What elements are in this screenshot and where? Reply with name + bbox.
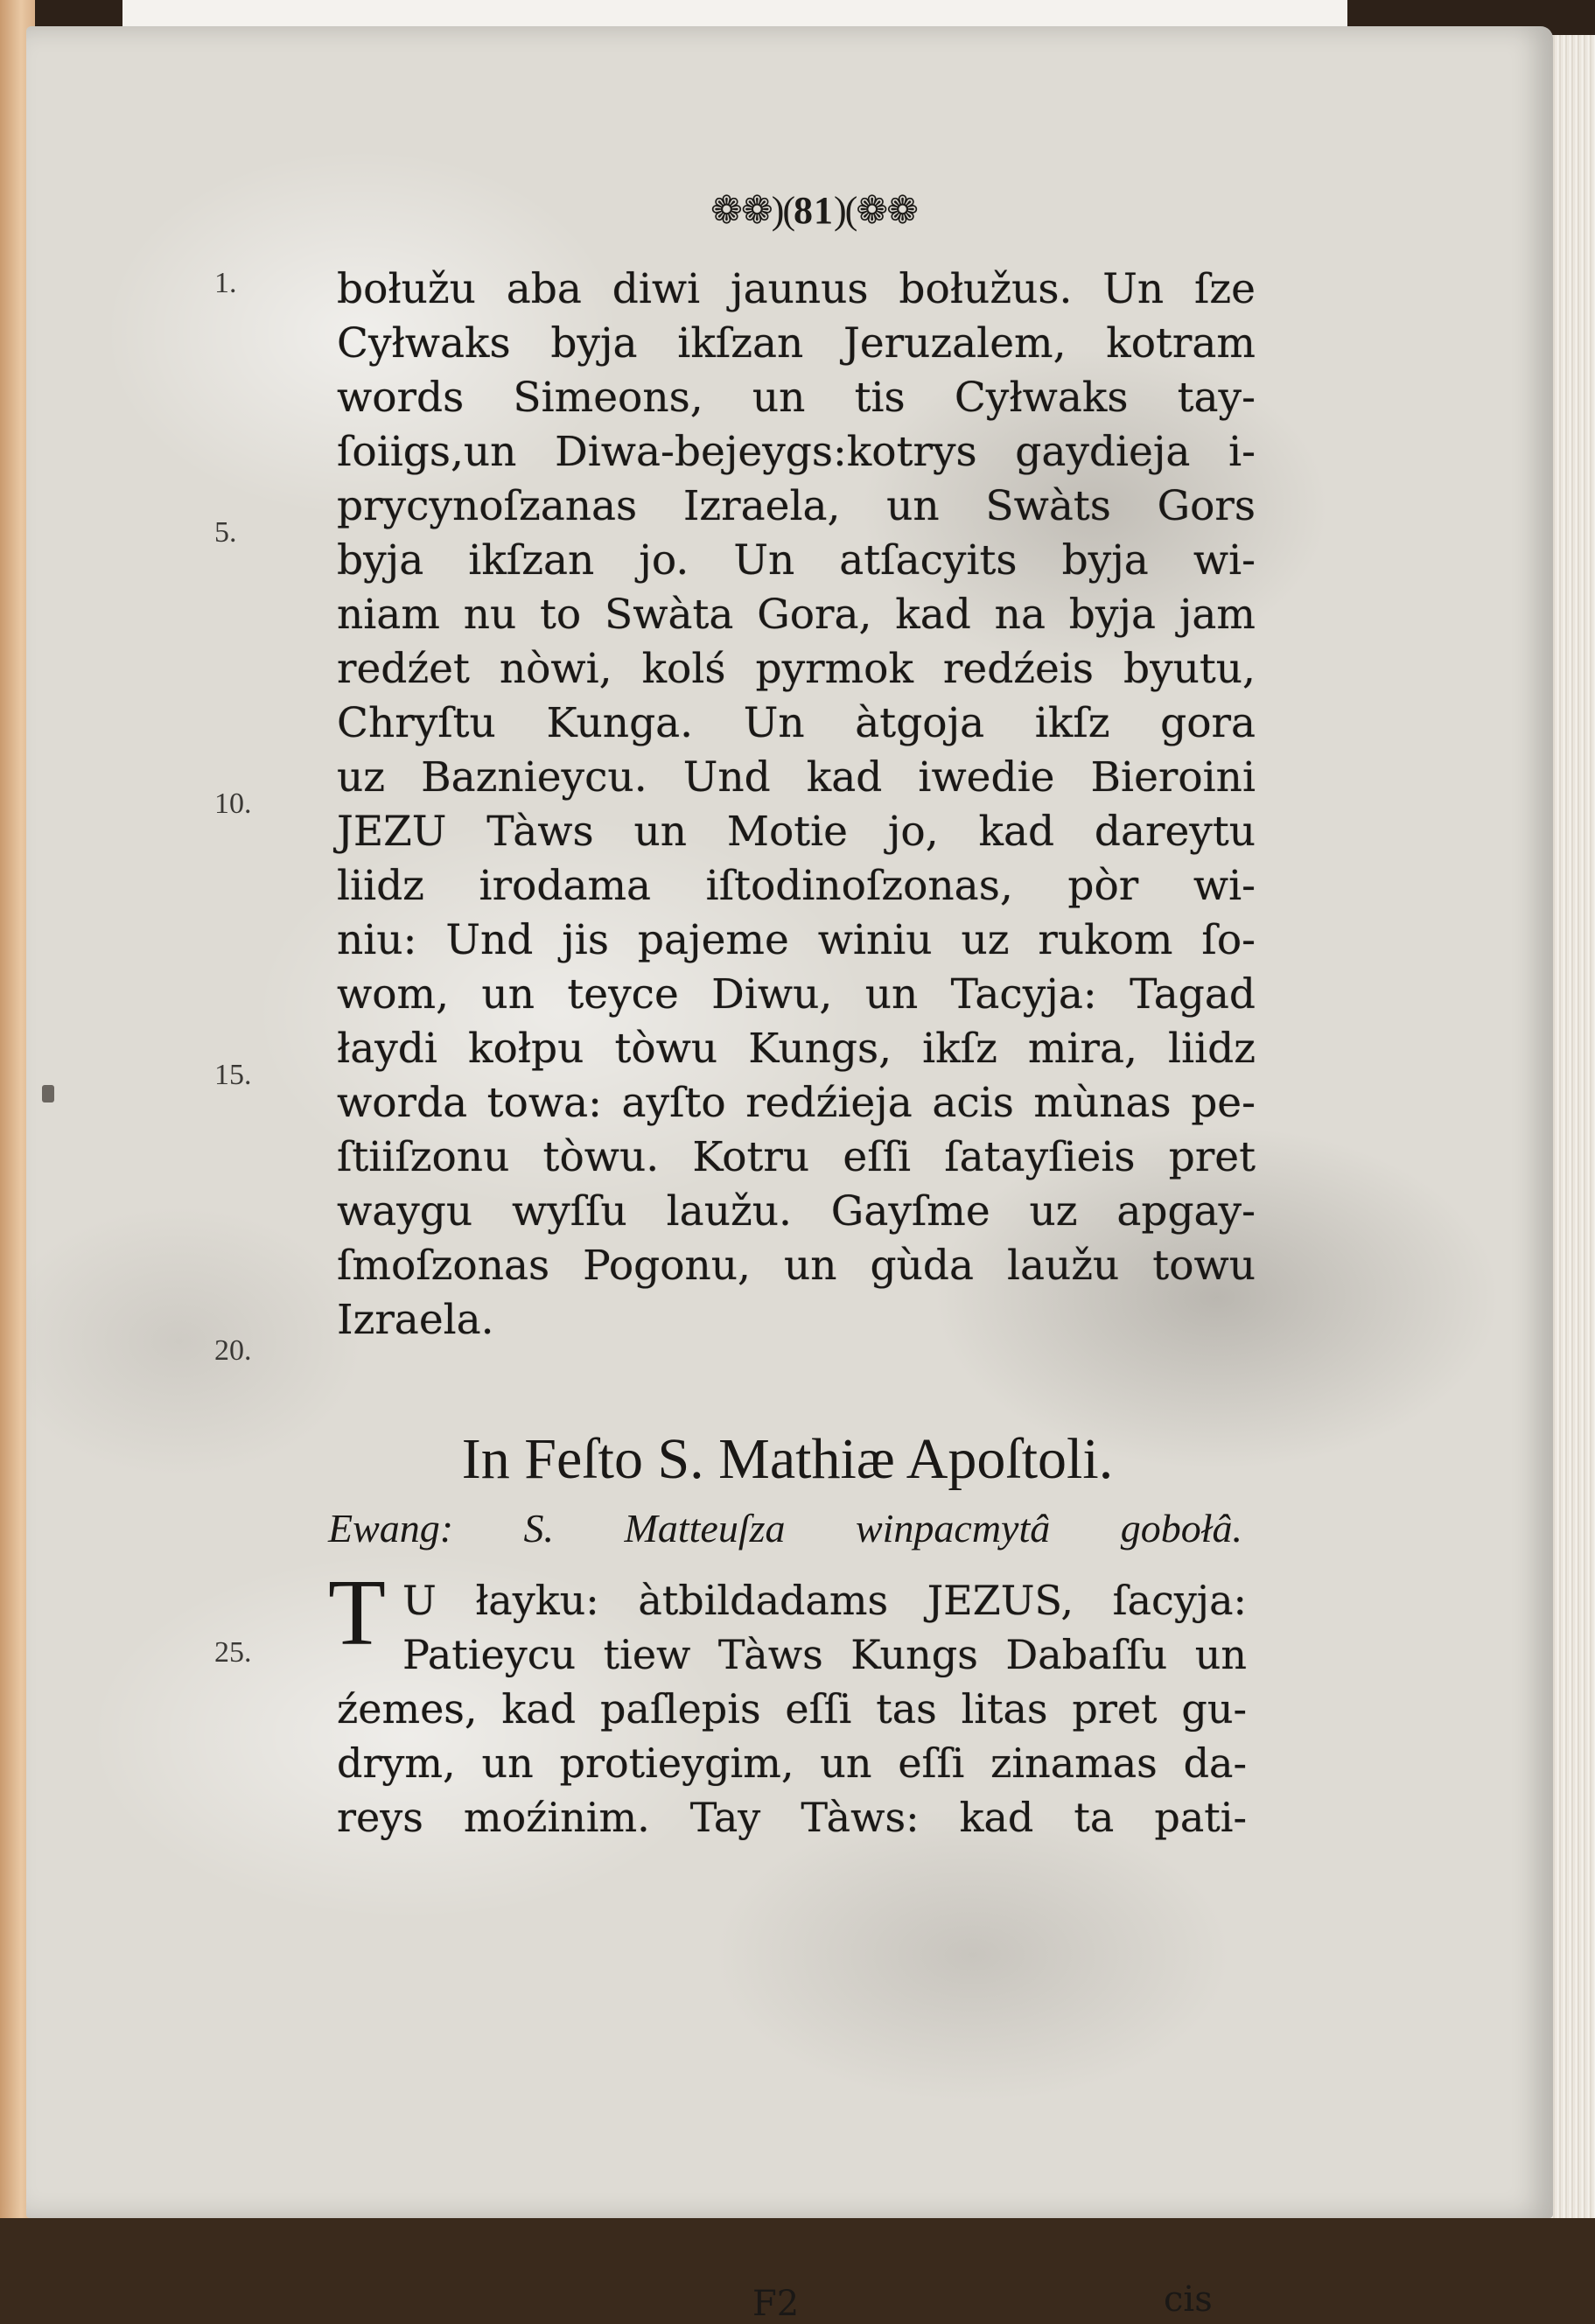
text-line: drym, un protieygim, un eſſi zinamas da- xyxy=(337,1740,1247,1787)
text-line: Cyłwaks byja ikſzan Jeruzalem, kotram xyxy=(337,319,1256,368)
line-number: 20. xyxy=(214,1334,252,1367)
margin-mark xyxy=(42,1085,54,1102)
line-number: 15. xyxy=(214,1059,252,1091)
text-line: ſtiiſzonu tòwu. Kotru eſſi ſatayſieis pret xyxy=(337,1133,1256,1181)
text-line: ſoiigs,un Diwa-bejeygs:kotrys gaydieja i- xyxy=(337,428,1256,476)
text-line: Chryſtu Kunga. Un àtgoja ikſz gora xyxy=(337,699,1256,747)
text-line: U łayku: àtbildadams JEZUS, ſacyja: xyxy=(402,1577,1247,1624)
passage-text xyxy=(337,262,1256,1348)
text-line: reys moźinim. Tay Tàws: kad ta pati- xyxy=(337,1794,1247,1841)
signature-mark: F2 xyxy=(752,2284,800,2324)
text-line: redźet nòwi, kolś pyrmok redźeis byutu, xyxy=(337,645,1256,693)
text-line: liidz irodama iſtodinoſzonas, pòr wi- xyxy=(337,862,1256,910)
text-line: waygu wyſſu laužu. Gayſme uz apgay- xyxy=(337,1187,1256,1236)
drop-cap: T xyxy=(328,1561,386,1665)
text-line: Izraela. xyxy=(337,1296,494,1344)
line-number: 5. xyxy=(214,516,237,549)
text-line: bołužu aba diwi jaunus bołužus. Un ſze xyxy=(337,265,1256,313)
passage-text-2 xyxy=(337,1573,1247,1844)
section-subtitle: Ewang: S. Matteuſza winpacmytâ gobołâ. xyxy=(328,1506,1242,1550)
header-ornament-right: )(❁❁ xyxy=(834,189,918,232)
line-number: 10. xyxy=(214,788,252,820)
text-line: wom, un teyce Diwu, un Tacyja: Tagad xyxy=(337,970,1256,1018)
text-line: uz Baznieycu. Und kad iwedie Bieroini xyxy=(337,753,1256,802)
header-ornament-left: ❁❁)( xyxy=(710,189,794,232)
text-line: worda towa: ayſto redźieja acis mùnas pe- xyxy=(337,1079,1256,1127)
text-line: łaydi kołpu tòwu Kungs, ikſz mira, liidz xyxy=(337,1025,1256,1073)
text-line: JEZU Tàws un Motie jo, kad dareytu xyxy=(337,808,1256,856)
text-line: ſmoſzonas Pogonu, un gùda laužu towu xyxy=(337,1242,1256,1290)
line-number: 1. xyxy=(214,267,237,299)
page-header xyxy=(639,188,989,233)
catchword: cis xyxy=(1164,2279,1213,2320)
text-line: Patieycu tiew Tàws Kungs Dabaſſu un xyxy=(402,1631,1247,1678)
text-line: niu: Und jis pajeme winiu uz rukom ſo- xyxy=(337,916,1256,964)
text-line: byja ikſzan jo. Un atſacyits byja wi- xyxy=(337,536,1256,584)
text-line: prycynoſzanas Izraela, un Swàts Gors xyxy=(337,482,1256,530)
text-line: words Simeons, un tis Cyłwaks tay- xyxy=(337,374,1256,422)
text-line: źemes, kad paſlepis eſſi tas litas pret gu- xyxy=(337,1685,1247,1732)
book-page xyxy=(26,26,1553,2324)
line-number: 25. xyxy=(214,1636,252,1669)
section-title: In Feſto S. Mathiæ Apoſtoli. xyxy=(461,1427,1114,1491)
text-line: niam nu to Swàta Gora, kad na byja jam xyxy=(337,591,1256,639)
page-number: 81 xyxy=(794,189,834,232)
